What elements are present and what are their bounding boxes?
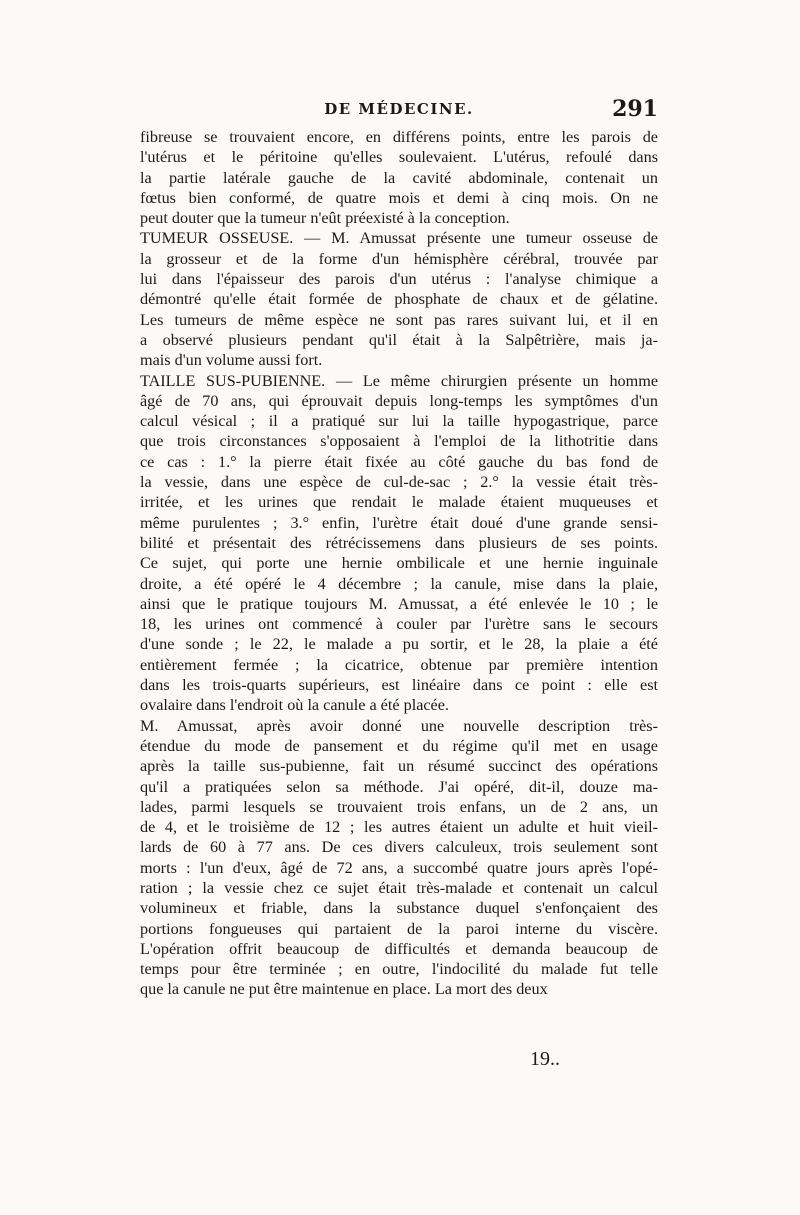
text-line: calcul vésical ; il a pratiqué sur lui la taille hypogastrique, parce <box>140 412 658 431</box>
text-line: ainsi que le pratique toujours M. Amussat, a été enlevée le 10 ; le <box>140 594 658 613</box>
text-line: même purulentes ; 3.° enfin, l'urètre était doué d'une grande sensi- <box>140 513 658 532</box>
signature-mark: 19.. <box>530 1048 560 1070</box>
text-line: lades, parmi lesquels se trouvaient trois enfans, un de 2 ans, un <box>140 797 658 816</box>
text-line: volumineux et friable, dans la substance duquel s'enfonçaient des <box>140 899 658 918</box>
running-title: DE MÉDECINE. <box>324 100 474 118</box>
text-line: de 4, et le troisième de 12 ; les autres étaient un adulte et huit vieil- <box>140 818 658 837</box>
page-header <box>140 96 658 126</box>
text-line: 18, les urines ont commencé à couler par l'urètre sans le secours <box>140 615 658 634</box>
text-line: temps pour être terminée ; en outre, l'indocilité du malade fut telle <box>140 960 658 979</box>
text-line: M. Amussat, après avoir donné une nouvelle description très- <box>140 716 658 735</box>
text-line: démontré qu'elle était formée de phosphate de chaux et de gélatine. <box>140 290 658 309</box>
text-line: qu'il a pratiquées selon sa méthode. J'ai opéré, dit-il, douze ma- <box>140 777 658 796</box>
text-line: étendue du mode de pansement et du régime qu'il met en usage <box>140 736 658 755</box>
text-line: ovalaire dans l'endroit où la canule a été placée. <box>140 696 449 715</box>
text-line: la vessie, dans une espèce de cul-de-sac ; 2.° la vessie était très- <box>140 473 658 492</box>
text-line: TUMEUR OSSEUSE. — M. Amussat présente une tumeur osseuse de <box>140 229 658 248</box>
text-line: l'utérus et le péritoine qu'elles soulevaient. L'utérus, refoulé dans <box>140 148 658 167</box>
text-line: Les tumeurs de même espèce ne sont pas rares suivant lui, et il en <box>140 310 658 329</box>
text-line: que la canule ne put être maintenue en place. La mort des deux <box>140 980 548 999</box>
body-text <box>140 127 658 1000</box>
page-number: 291 <box>612 96 658 122</box>
text-line: peut douter que la tumeur n'eût préexisté à la conception. <box>140 209 510 228</box>
text-line: d'une sonde ; le 22, le malade a pu sortir, et le 28, la plaie a été <box>140 635 658 654</box>
text-line: Ce sujet, qui porte une hernie ombilicale et une hernie inguinale <box>140 554 658 573</box>
text-line: la partie latérale gauche de la cavité abdominale, contenait un <box>140 168 658 187</box>
text-line: lui dans l'épaisseur des parois d'un utérus : l'analyse chimique a <box>140 270 658 289</box>
text-line: a observé plusieurs pendant qu'il était à la Salpêtrière, mais ja- <box>140 330 658 349</box>
text-line: dans les trois-quarts supérieurs, est linéaire dans ce point : elle est <box>140 676 658 695</box>
paragraph <box>140 228 658 370</box>
text-line: âgé de 70 ans, qui éprouvait depuis long-temps les symptômes d'un <box>140 391 658 410</box>
text-line: lards de 60 à 77 ans. De ces divers calculeux, trois seulement sont <box>140 838 658 857</box>
text-line: portions fongueuses qui partaient de la paroi interne du viscère. <box>140 919 658 938</box>
text-line: ration ; la vessie chez ce sujet était très-malade et contenait un calcul <box>140 878 658 897</box>
text-line: fœtus bien conformé, de quatre mois et demi à cinq mois. On ne <box>140 188 658 207</box>
text-line: mais d'un volume aussi fort. <box>140 351 323 370</box>
text-line: que trois circonstances s'opposaient à l'emploi de la lithotritie dans <box>140 432 658 451</box>
text-line: entièrement fermée ; la cicatrice, obtenue par première intention <box>140 655 658 674</box>
text-line: la grosseur et de la forme d'un hémisphère cérébral, trouvée par <box>140 249 658 268</box>
text-line: bilité et présentait des rétrécissemens dans plusieurs de ses points. <box>140 533 658 552</box>
text-line: fibreuse se trouvaient encore, en différens points, entre les parois de <box>140 128 658 146</box>
text-line: TAILLE SUS-PUBIENNE. — Le même chirurgien présente un homme <box>140 371 658 390</box>
paragraph <box>140 371 658 716</box>
text-line: morts : l'un d'eux, âgé de 72 ans, a succombé quatre jours après l'opé- <box>140 858 658 877</box>
text-line: ce cas : 1.° la pierre était fixée au côté gauche du bas fond de <box>140 452 658 471</box>
text-line: droite, a été opéré le 4 décembre ; la canule, mise dans la plaie, <box>140 574 658 593</box>
text-line: après la taille sus-pubienne, fait un résumé succinct des opérations <box>140 757 658 776</box>
paragraph <box>140 127 658 228</box>
text-line: L'opération offrit beaucoup de difficultés et demanda beaucoup de <box>140 939 658 958</box>
text-line: irritée, et les urines que rendait le malade étaient muqueuses et <box>140 493 658 512</box>
paragraph <box>140 716 658 1000</box>
